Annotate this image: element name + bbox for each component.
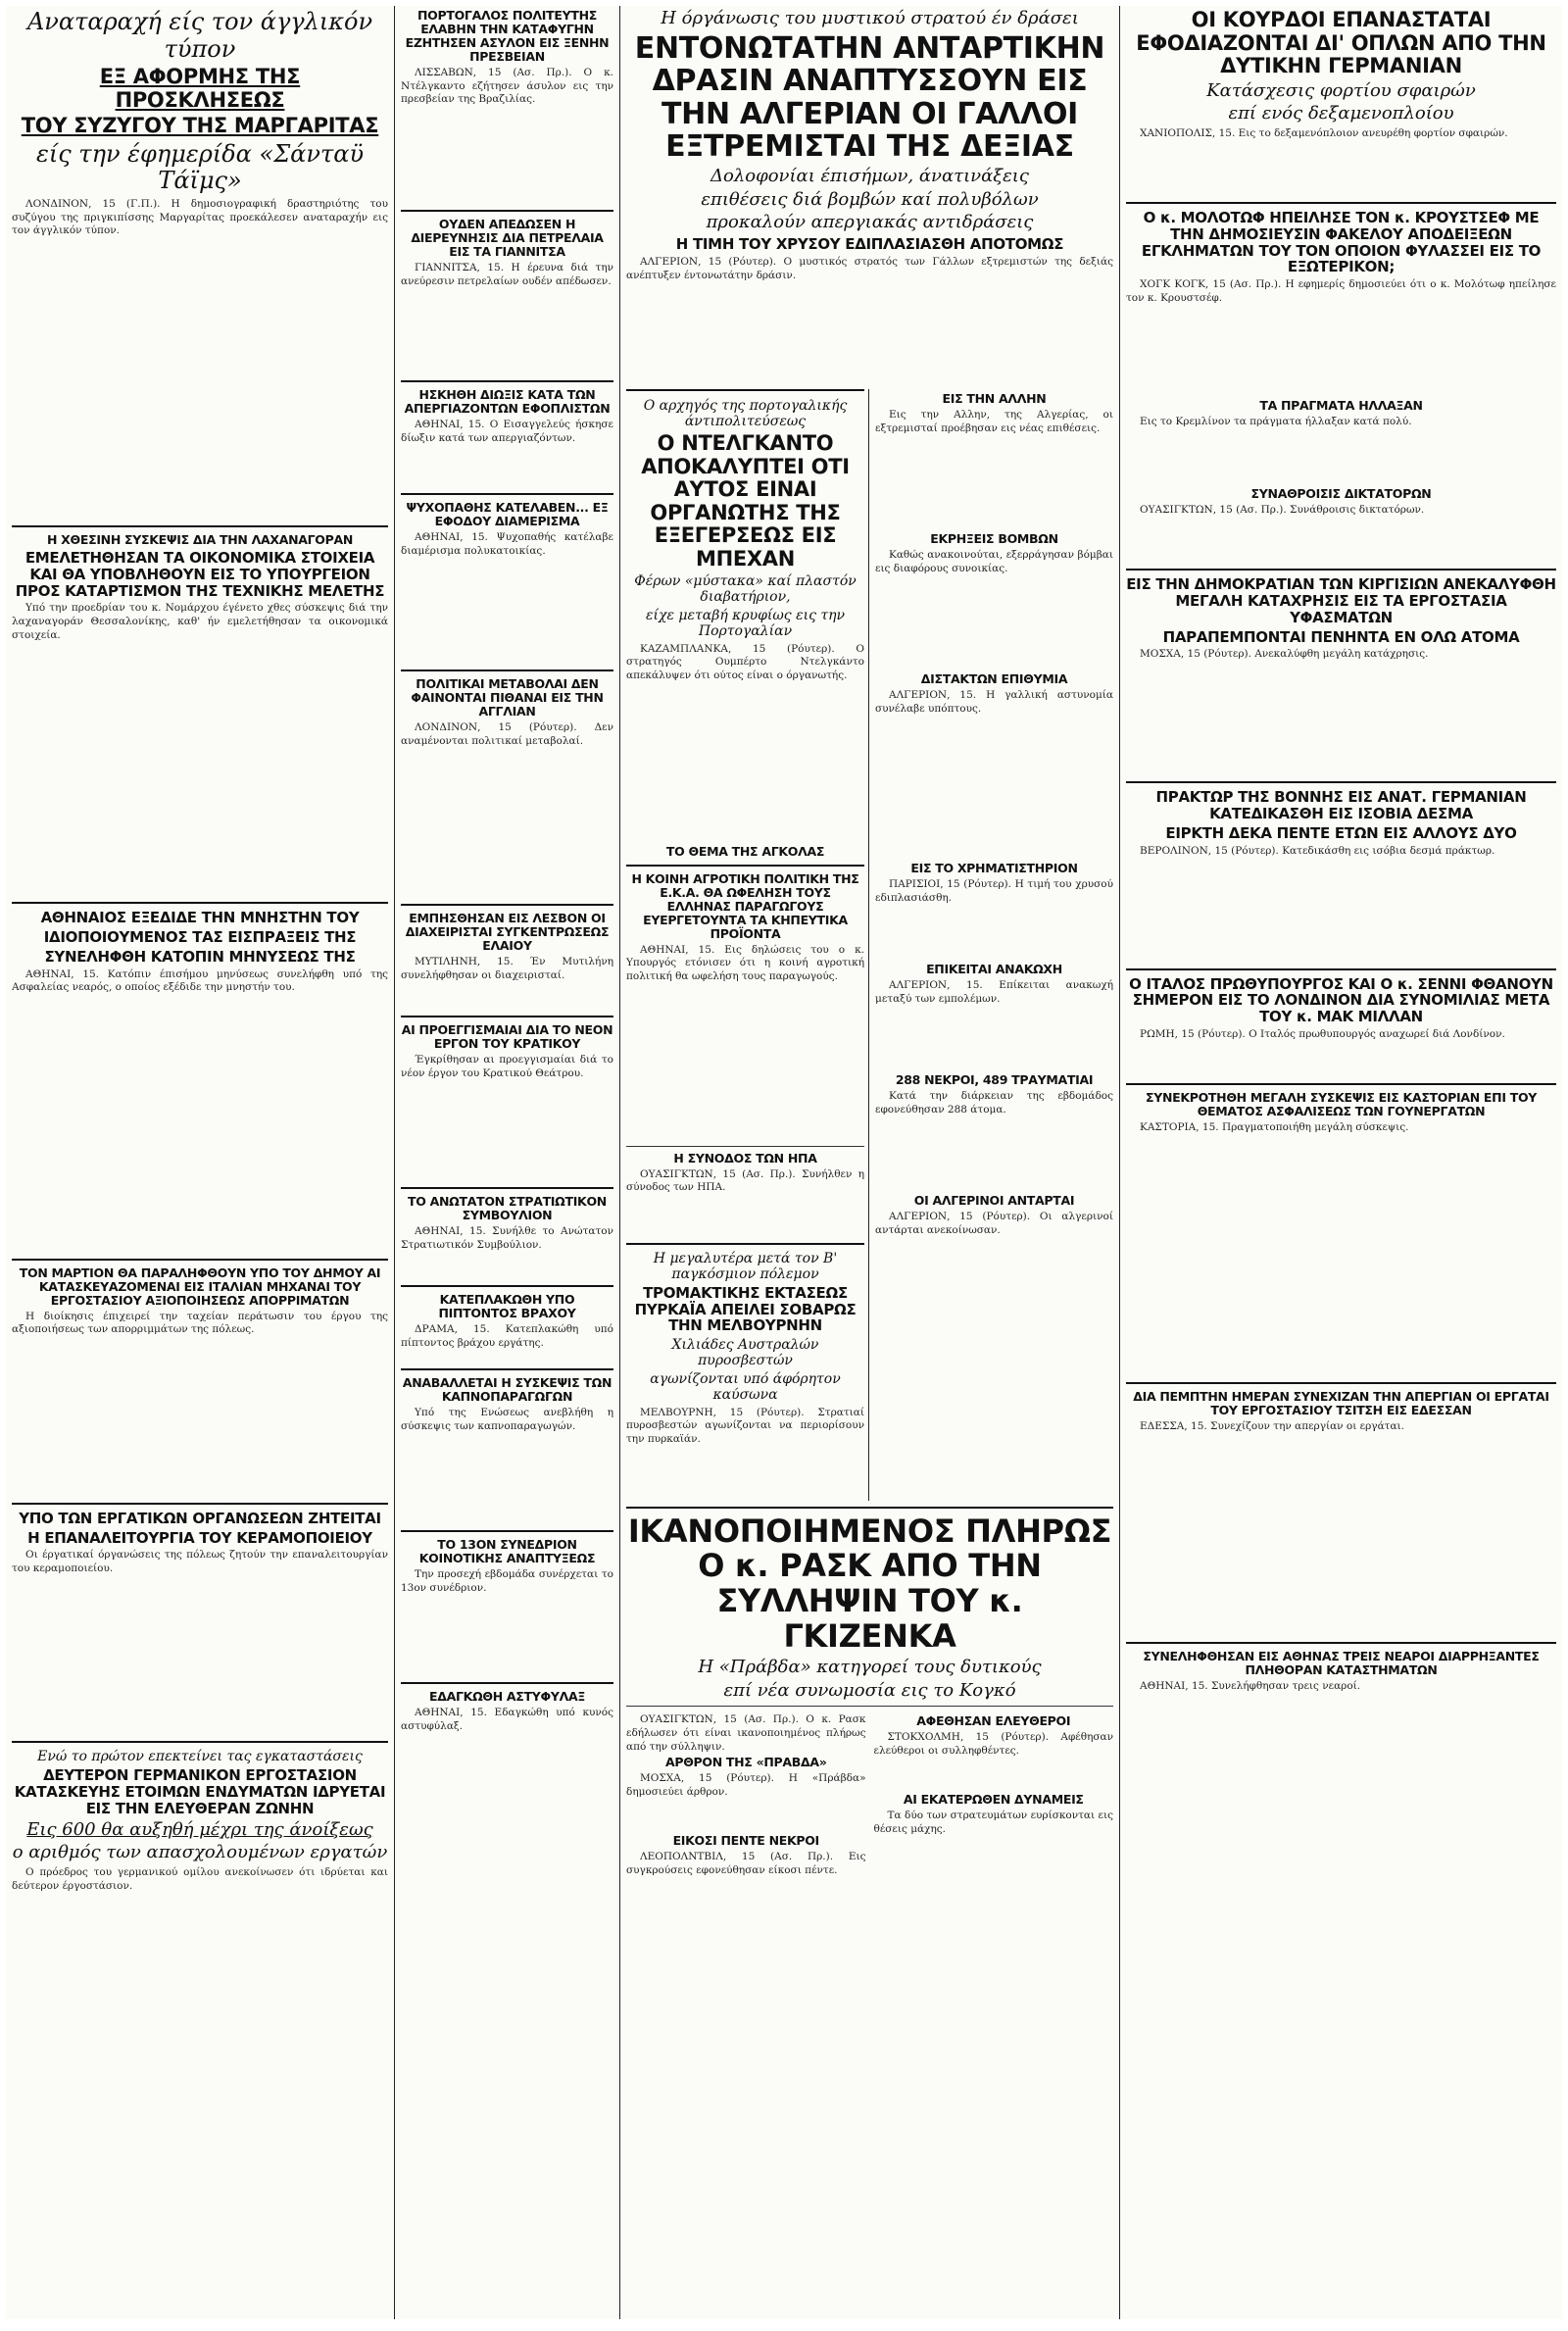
- article-body: Εις το Κρεμλίνον τα πράγματα ήλλαξαν κατά πολύ.: [1140, 416, 1412, 428]
- article-ceramics-factory: [12, 1511, 388, 1736]
- article-rusk: [626, 1514, 1113, 1880]
- article-headline: ΨΥΧΟΠΑΘΗΣ ΚΑΤΕΛΑΒΕΝ... ΕΞ ΕΦΟΔΟΥ ΔΙΑΜΕΡΙΣΜΑ: [406, 500, 609, 528]
- article-subheadline: είχε μεταβή κρυφίως εις την Πορτογαλίαν: [645, 608, 846, 640]
- article-body: ΜΟΣΧΑ, 15 (Ρόυτερ). Ανεκαλύφθη μεγάλη κατάχρησις.: [1140, 648, 1429, 661]
- article-headline: ΔΙΑ ΠΕΜΠΤΗΝ ΗΜΕΡΑΝ ΣΥΝΕΧΙΖΑΝ ΤΗΝ ΑΠΕΡΓΙΑΝ ΟΙ ΕΡΓΑΤΑΙ ΤΟΥ ΕΡΓΟΣΤΑΣΙΟΥ ΤΣΙΤΣΗ ΕΙΣ ΕΔΕΣΣΑΝ: [1133, 1389, 1549, 1418]
- article-kicker: ΤΟ ΘΕΜΑ ΤΗΣ ΑΓΚΟΛΑΣ: [665, 843, 825, 859]
- article-headline: ΟΥΔΕΝ ΑΠΕΔΩΣΕΝ Η ΔΙΕΡΕΥΝΗΣΙΣ ΔΙΑ ΠΕΤΡΕΛΑΙΑ ΕΙΣ ΤΑ ΓΙΑΝΝΙΤΣΑ: [411, 217, 604, 259]
- article-state-theatre: [401, 1023, 613, 1181]
- article-body: ΛΙΣΣΑΒΩΝ, 15 (Ασ. Πρ.). Ο κ. Ντέλγκαντο εζήτησεν άσυλον εις την πρεσβείαν της Βραζιλίας.: [401, 67, 613, 106]
- divider: [401, 1368, 613, 1370]
- article-headline: ΕΚΡΗΞΕΙΣ ΒΟΜΒΩΝ: [930, 530, 1058, 546]
- divider: [626, 865, 864, 867]
- divider: [626, 1706, 1113, 1707]
- column-4: [869, 389, 1113, 1501]
- article-headline: Η ΣΥΝΟΔΟΣ ΤΩΝ ΗΠΑ: [673, 1150, 817, 1166]
- article-portuguese-politician: [401, 9, 613, 204]
- article-body: ΑΛΓΕΡΙΟΝ, 15 (Ρόυτερ). Οι αλγερινοί αντάρται ανεκοίνωσαν.: [875, 1210, 1113, 1236]
- article-headline: ΕΜΠΗΣΘΗΣΑΝ ΕΙΣ ΛΕΣΒΟΝ ΟΙ ΔΙΑΧΕΙΡΙΣΤΑΙ ΣΥΓΚΕΝΤΡΩΣΕΩΣ ΕΛΑΙΟΥ: [405, 911, 610, 953]
- article-body: ΔΡΑΜΑ, 15. Κατεπλακώθη υπό πίπτοντος βράχου εργάτης.: [401, 1323, 613, 1349]
- article-body: ΑΛΓΕΡΙΟΝ, 15. Επίκειται ανακωχή μεταξύ των εμπολέμων.: [875, 978, 1113, 1005]
- article-shipowners-strike: [401, 388, 613, 487]
- article-body: ΑΘΗΝΑΙ, 15. Συνελήφθησαν τρεις νεαροί.: [1140, 1680, 1361, 1693]
- article-british-press: [12, 9, 388, 520]
- divider: [626, 1507, 1113, 1509]
- article-body: ΡΩΜΗ, 15 (Ρόυτερ). Ο Ιταλός πρωθυπουργός αναχωρεί διά Λονδίνον.: [1140, 1028, 1505, 1041]
- divider: [401, 380, 613, 382]
- divider: [401, 493, 613, 495]
- article-headline: ΥΠΟ ΤΩΝ ΕΡΓΑΤΙΚΩΝ ΟΡΓΑΝΩΣΕΩΝ ΖΗΤΕΙΤΑΙ: [19, 1509, 381, 1527]
- divider: [12, 1741, 388, 1743]
- article-body: ΒΕΡΟΛΙΝΟΝ, 15 (Ρόυτερ). Κατεδικάσθη εις ισόβια δεσμά πράκτωρ.: [1140, 844, 1495, 857]
- article-body: ΛΕΟΠΟΛΝΤΒΙΛ, 15 (Ασ. Πρ.). Εις συγκρούσεις εφονεύθησαν είκοσι πέντε.: [626, 1851, 866, 1876]
- article-body: ΠΑΡΙΣΙΟΙ, 15 (Ρόυτερ). Η τιμή του χρυσού εδιπλασιάσθη.: [875, 877, 1113, 904]
- article-body: ΧΟΓΚ ΚΟΓΚ, 15 (Ασ. Πρ.). Η εφημερίς δημοσιεύει ότι ο κ. Μολότωφ ηπείλησε τον κ. Κρουστσέφ.: [1126, 278, 1556, 304]
- article-body: ΑΘΗΝΑΙ, 15. Συνήλθε το Ανώτατον Στρατιωτικόν Συμβούλιον.: [401, 1225, 613, 1251]
- article-casualties: [875, 1073, 1113, 1188]
- article-body: Υπό της Ενώσεως ανεβλήθη η σύσκεψις των καπνοπαραγωγών.: [401, 1407, 613, 1432]
- column-2: [395, 6, 619, 1739]
- centre-columns: [626, 389, 1113, 1501]
- divider: [1126, 1642, 1556, 1644]
- article-headline: ΕΙΣ ΤΗΝ ΔΗΜΟΚΡΑΤΙΑΝ ΤΩΝ ΚΙΡΓΙΣΙΩΝ ΑΝΕΚΑΛΥΦΘΗ ΜΕΓΑΛΗ ΚΑΤΑΧΡΗΣΙΣ ΕΙΣ ΤΑ ΕΡΓΟΣΤΑΣΙΑ ΥΦΑΣΜΑΤΩΝ: [1126, 575, 1556, 626]
- article-headline: ΑΦΕΘΗΣΑΝ ΕΛΕΥΘΕΡΟΙ: [916, 1713, 1071, 1729]
- divider: [626, 1146, 864, 1147]
- article-subheadline: ΙΔΙΟΠΟΙΟΥΜΕΝΟΣ ΤΑΣ ΕΙΣΠΡΑΞΕΙΣ ΤΗΣ: [43, 928, 357, 947]
- article-headline: ΣΥΝΕΛΗΦΘΗΣΑΝ ΕΙΣ ΑΘΗΝΑΣ ΤΡΕΙΣ ΝΕΑΡΟΙ ΔΙΑΡΡΗΞΑΝΤΕΣ ΠΛΗΘΟΡΑΝ ΚΑΤΑΣΤΗΜΑΤΩΝ: [1143, 1649, 1540, 1678]
- newspaper-page: [6, 6, 1562, 2319]
- article-tobacco-meeting: [401, 1376, 613, 1524]
- article-headline: ΙΚΑΝΟΠΟΙΗΜΕΝΟΣ ΠΛΗΡΩΣ Ο κ. ΡΑΣΚ ΑΠΟ ΤΗΝ ΣΥΛΛΗΨΙΝ ΤΟΥ κ. ΓΚΙΖΕΝΚΑ: [627, 1512, 1112, 1656]
- article-athenian-fiance: [12, 910, 388, 1252]
- article-britain-politics: [401, 677, 613, 898]
- article-body: Τα δύο των στρατευμάτων ευρίσκονται εις θέσεις μάχης.: [873, 1810, 1113, 1835]
- article-algeria: [626, 9, 1113, 383]
- article-body: ΟΥΑΣΙΓΚΤΩΝ, 15 (Ασ. Πρ.). Συνάθροισις δικτατόρων.: [1140, 504, 1425, 517]
- article-subheadline: Εις 600 θα αυξηθή μέχρι της άνοίξεως: [26, 1818, 373, 1840]
- article-headline: ΠΟΛΙΤΙΚΑΙ ΜΕΤΑΒΟΛΑΙ ΔΕΝ ΦΑΙΝΟΝΤΑΙ ΠΙΘΑΝΑΙ ΕΙΣ ΤΗΝ ΑΓΓΛΙΑΝ: [411, 676, 604, 719]
- rusk-col-1: [626, 1711, 866, 1879]
- article-body: ΟΥΑΣΙΓΚΤΩΝ, 15 (Ασ. Πρ.). Συνήλθεν η σύνοδος των ΗΠΑ.: [626, 1167, 864, 1194]
- article-edessa-strike: [1126, 1390, 1556, 1636]
- article-body: Εις την Αλλην, της Αλγερίας, οι εξτρεμισταί προέβησαν εις νέας επιθέσεις.: [875, 408, 1113, 434]
- article-body: Υπό την προεδρίαν του κ. Νομάρχου έγένετο χθες σύσκεψις διά την λαχαναγοράν Θεσσαλονίκης, καθ' ήν εμελετήθησαν τα οικονομικά στοιχεία.: [12, 602, 388, 641]
- article-apartment: [401, 501, 613, 664]
- article-body: ΑΘΗΝΑΙ, 15. Εις δηλώσεις του ο κ. Υπουργός ετόνισεν ότι η κοινή αγροτική πολιτική θα ωφελήση τους παραγωγούς.: [626, 943, 864, 982]
- article-headline: ΕΙΣ ΤΗΝ ΑΛΛΗΝ: [942, 390, 1047, 406]
- article-subheadline: Χιλιάδες Αυστραλών πυροσβεστών: [671, 1337, 819, 1369]
- rusk-col-2: [874, 1711, 1114, 1879]
- article-lesvos-oil: [401, 912, 613, 1010]
- article-body: ΑΘΗΝΑΙ, 15. Εδαγκώθη υπό κυνός αστυφύλαξ.: [401, 1707, 613, 1732]
- article-body: ΚΑΣΤΟΡΙΑ, 15. Πραγματοποιήθη μεγάλη σύσκεψις.: [1140, 1121, 1409, 1134]
- article-subheadline: ΤΑ ΠΡΑΓΜΑΤΑ ΗΛΛΑΞΑΝ: [1259, 398, 1423, 414]
- article-stock-exchange: [875, 862, 1113, 957]
- article-headline: ΑΘΗΝΑΙΟΣ ΕΞΕΔΙΔΕ ΤΗΝ ΜΝΗΣΤΗΝ ΤΟΥ: [40, 909, 360, 927]
- article-italian-pm: [1126, 976, 1556, 1077]
- article-body: ΜΟΣΧΑ, 15 (Ρόυτερ). Η «Πράβδα» δημοσιεύει άρθρον.: [626, 1772, 866, 1798]
- centre-block: [620, 6, 1119, 1886]
- article-community-congress: [401, 1538, 613, 1676]
- article-headline: ΠΟΡΤΟΓΑΛΟΣ ΠΟΛΙΤΕΥΤΗΣ ΕΛΑΒΗΝ ΤΗΝ ΚΑΤΑΦΥΓΗΝ ΕΖΗΤΗΣΕΝ ΑΣΥΛΟΝ ΕΙΣ ΞΕΝΗΝ ΠΡΕΣΒΕΙΑΝ: [405, 8, 610, 64]
- article-kastoria: [1126, 1091, 1556, 1376]
- article-subheadline: Η ΤΙΜΗ ΤΟΥ ΧΡΥΣΟΥ ΕΔΙΠΛΑΣΙΑΣΘΗ ΑΠΟΤΟΜΩΣ: [675, 235, 1064, 254]
- article-molotov: [1126, 210, 1556, 563]
- article-headline: ΑΙ ΠΡΟΕΓΓΙΣΜΑΙΑΙ ΔΙΑ ΤΟ ΝΕΟΝ ΕΡΓΟΝ ΤΟΥ ΚΡΑΤΙΚΟΥ: [401, 1022, 613, 1051]
- article-body: ΜΕΛΒΟΥΡΝΗ, 15 (Ρόυτερ). Στρατιαί πυροσβεστών αγωνίζονται να περιορίσουν την πυρκαϊάν.: [626, 1406, 864, 1445]
- divider: [1126, 1083, 1556, 1085]
- article-subheadline: ο αριθμός των απασχολουμένων εργατών: [12, 1842, 388, 1863]
- article-allen: [875, 392, 1113, 526]
- article-kyrgyz: [1126, 576, 1556, 775]
- divider: [401, 210, 613, 212]
- article-subheadline: προκαλούν απεργιακάς αντιδράσεις: [706, 212, 1034, 233]
- article-hesitant-wish: [875, 672, 1113, 856]
- article-military-council: [401, 1195, 613, 1279]
- article-bonn-agent: [1126, 789, 1556, 962]
- divider: [401, 1682, 613, 1684]
- article-subheadline: Φέρων «μύστακα» καί πλαστόν διαβατήριον,: [634, 573, 857, 606]
- article-subheadline: ΕΙΡΚΤΗ ΔΕΚΑ ΠΕΝΤΕ ΕΤΩΝ ΕΙΣ ΑΛΛΟΥΣ ΔΥΟ: [1165, 823, 1517, 842]
- article-vegetable-market: [12, 533, 388, 896]
- article-truce: [875, 963, 1113, 1067]
- article-headline: ΑΙ ΕΚΑΤΕΡΩΘΕΝ ΔΥΝΑΜΕΙΣ: [903, 1792, 1084, 1808]
- article-delgado: [626, 389, 864, 839]
- article-body: ΣΤΟΚΧΟΛΜΗ, 15 (Ρόυτερ). Αφέθησαν ελεύθεροι οι συλληφθέντες.: [873, 1731, 1113, 1757]
- divider: [1126, 202, 1556, 204]
- divider: [401, 1016, 613, 1017]
- divider: [1126, 781, 1556, 783]
- article-melbourne: [626, 1251, 864, 1495]
- article-kicker: Ενώ το πρώτον επεκτείνει τας εγκαταστάσεις: [37, 1749, 363, 1765]
- article-headline: Αναταραχή είς τον άγγλικόν τύπον: [26, 8, 373, 63]
- column-3: [626, 389, 869, 1501]
- article-headline: ΕΠΙΚΕΙΤΑΙ ΑΝΑΚΩΧΗ: [926, 961, 1062, 976]
- divider: [1126, 968, 1556, 970]
- column-5: [1120, 6, 1562, 1700]
- article-german-factory: [12, 1749, 388, 1893]
- article-headline: ΚΑΤΕΠΛΑΚΩΘΗ ΥΠΟ ΠΙΠΤΟΝΤΟΣ ΒΡΑΧΟΥ: [438, 1292, 576, 1320]
- divider: [626, 1243, 864, 1245]
- article-headline: 288 ΝΕΚΡΟΙ, 489 ΤΡΑΥΜΑΤΙΑΙ: [895, 1071, 1094, 1087]
- article-policeman-bitten: [401, 1690, 613, 1733]
- divider: [1126, 1382, 1556, 1384]
- article-algerian-rebels: [875, 1194, 1113, 1279]
- article-us-session: [626, 1152, 864, 1237]
- article-headline: ΤΟ 13ΟΝ ΣΥΝΕΔΡΙΟΝ ΚΟΙΝΟΤΙΚΗΣ ΑΝΑΠΤΥΞΕΩΣ: [418, 1537, 596, 1565]
- article-headline: ΤΟΝ ΜΑΡΤΙΟΝ ΘΑ ΠΑΡΑΛΗΦΘΟΥΝ ΥΠΟ ΤΟΥ ΔΗΜΟΥ ΑΙ ΚΑΤΑΣΚΕΥΑΖΟΜΕΝΑΙ ΕΙΣ ΙΤΑΛΙΑΝ ΜΗΧΑΝΑΙ ΤΟΥ ΕΡΓΟΣΤΑΣΙΟΥ ΑΞΙΟΠΟΙΗΣΕΩΣ ΑΠΟΡΡΙΜΑΤΩΝ: [19, 1265, 381, 1308]
- article-body: Την προσεχή εβδομάδα συνέρχεται το 13ον συνέδριον.: [401, 1568, 613, 1594]
- article-headline: Η ΚΟΙΝΗ ΑΓΡΟΤΙΚΗ ΠΟΛΙΤΙΚΗ ΤΗΣ Ε.Κ.Α. ΘΑ ΩΦΕΛΗΣΗ ΤΟΥΣ ΕΛΛΗΝΑΣ ΠΑΡΑΓΩΓΟΥΣ ΕΥΕΡΓΕΤΟΥΝΤΑ ΤΑ ΚΗΠΕΥΤΙΚΑ ΠΡΟΪΟΝΤΑ: [631, 870, 859, 941]
- article-waste-factory: [12, 1266, 388, 1497]
- article-subheadline: επιθέσεις διά βομβών καί πολυβόλων: [701, 188, 1039, 210]
- article-subheadline: ΣΥΝΕΛΗΦΘΗ ΚΑΤΟΠΙΝ ΜΗΝΥΣΕΩΣ ΤΗΣ: [44, 947, 356, 966]
- article-headline: ΕΙΚΟΣΙ ΠΕΝΤΕ ΝΕΚΡΟΙ: [672, 1833, 819, 1849]
- article-body: Καθώς ανακοινούται, εξερράγησαν βόμβαι εις διαφόρους συνοικίας.: [875, 548, 1113, 574]
- divider: [12, 525, 388, 527]
- article-body: ΧΑΝΙΟΠΟΛΙΣ, 15. Εις το δεξαμενόπλοιον ανευρέθη φορτίον σφαιρών.: [1140, 126, 1508, 139]
- article-body: ΑΘΗΝΑΙ, 15. Ψυχοπαθής κατέλαβε διαμέρισμα πολυκατοικίας.: [401, 531, 613, 557]
- article-headline: ΠΡΑΚΤΩΡ ΤΗΣ ΒΟΝΝΗΣ ΕΙΣ ΑΝΑΤ. ΓΕΡΜΑΝΙΑΝ ΚΑΤΕΔΙΚΑΣΘΗ ΕΙΣ ΙΣΟΒΙΑ ΔΕΣΜΑ: [1155, 788, 1527, 823]
- article-subheadline: Η «Πράβδα» κατηγορεί τους δυτικούς: [698, 1656, 1042, 1677]
- article-kicker: Η όργάνωσις του μυστικού στρατού έν δράσει: [661, 8, 1079, 28]
- article-kicker: Η μεγαλυτέρα μετά τον Β' παγκόσμιον πόλεμον: [653, 1250, 838, 1282]
- article-subheadline: επί νέα συνωμοσία εις το Κογκό: [723, 1679, 1016, 1701]
- article-headline: ΟΙ ΑΛΓΕΡΙΝΟΙ ΑΝΤΑΡΤΑΙ: [913, 1192, 1075, 1208]
- article-body: ΕΔΕΣΣΑ, 15. Συνεχίζουν την απεργίαν οι εργάται.: [1140, 1420, 1405, 1433]
- article-body: ΛΟΝΔΙΝΟΝ, 15 (Γ.Π.). Η δημοσιογραφική δραστηριότης του συζύγου της πριγκιπίσσης Μαργαρίτας προεκάλεσεν αναταραχήν εις τον άγγλικόν τύπον.: [12, 197, 388, 237]
- article-subheadline: ΕΜΕΛΕΤΗΘΗΣΑΝ ΤΑ ΟΙΚΟΝΟΜΙΚΑ ΣΤΟΙΧΕΙΑ ΚΑΙ ΘΑ ΥΠΟΒΛΗΘΟΥΝ ΕΙΣ ΤΟ ΥΠΟΥΡΓΕΙΟΝ ΠΡΟΣ ΚΑΤΑΡΤΙΣΜΟΝ ΤΗΣ ΤΕΧΝΙΚΗΣ ΜΕΛΕΤΗΣ: [15, 548, 385, 600]
- article-headline: Ο κ. ΜΟΛΟΤΩΦ ΗΠΕΙΛΗΣΕ ΤΟΝ κ. ΚΡΟΥΣΤΣΕΦ ΜΕ ΤΗΝ ΔΗΜΟΣΙΕΥΣΙΝ ΦΑΚΕΛΟΥ ΑΠΟΔΕΙΞΕΩΝ ΕΓΚΛΗΜΑΤΩΝ ΤΟΥ ΤΟΝ ΟΠΟΙΟΝ ΦΥΛΑΣΣΕΙ ΕΙΣ ΤΟ ΕΞΩΤΕΡΙΚΟΝ;: [1141, 208, 1542, 276]
- article-body: Οι έργατικαί όργανώσεις της πόλεως ζητούν την επαναλειτουργίαν του κεραμοποιείου.: [12, 1549, 388, 1574]
- rusk-columns: [626, 1711, 1113, 1879]
- article-body: ΑΘΗΝΑΙ, 15. Ο Εισαγγελεύς ήσκησε δίωξιν κατά των απεργιαζόντων.: [401, 419, 613, 444]
- article-headline: ΕΙΣ ΤΟ ΧΡΗΜΑΤΙΣΤΗΡΙΟΝ: [910, 860, 1078, 875]
- divider: [12, 1259, 388, 1261]
- article-headline: ΑΝΑΒΑΛΛΕΤΑΙ Η ΣΥΣΚΕΨΙΣ ΤΩΝ ΚΑΠΝΟΠΑΡΑΓΩΓΩΝ: [402, 1375, 612, 1404]
- article-headline: ΤΟ ΑΝΩΤΑΤΟΝ ΣΤΡΑΤΙΩΤΙΚΟΝ ΣΥΜΒΟΥΛΙΟΝ: [408, 1194, 607, 1222]
- article-headline: ΑΡΘΡΟΝ ΤΗΣ «ΠΡΑΒΔΑ»: [664, 1755, 827, 1770]
- article-headline: ΤΡΟΜΑΚΤΙΚΗΣ ΕΚΤΑΣΕΩΣ ΠΥΡΚΑΪΑ ΑΠΕΙΛΕΙ ΣΟΒΑΡΩΣ ΤΗΝ ΜΕΛΒΟΥΡΝΗΝ: [634, 1283, 857, 1335]
- article-subheadline: ΣΥΝΑΘΡΟΙΣΙΣ ΔΙΚΤΑΤΟΡΩΝ: [1250, 486, 1432, 502]
- article-body: Ο πρόεδρος του γερμανικού ομίλου ανεκοίνωσεν ότι ιδρύεται και δεύτερον έργοστάσιον.: [12, 1866, 388, 1892]
- divider: [12, 902, 388, 904]
- article-kurds: [1126, 9, 1556, 196]
- column-1: [6, 6, 394, 1899]
- article-body: ΓΙΑΝΝΙΤΣΑ, 15. Η έρευνα διά την ανεύρεσιν πετρελαίων ουδέν απέδωσεν.: [401, 262, 613, 287]
- article-headline: ΔΕΥΤΕΡΟΝ ΓΕΡΜΑΝΙΚΟΝ ΕΡΓΟΣΤΑΣΙΟΝ ΚΑΤΑΣΚΕΥΗΣ ΕΤΟΙΜΩΝ ΕΝΔΥΜΑΤΩΝ ΙΔΡΥΕΤΑΙ ΕΙΣ ΤΗΝ ΕΛΕΥΘΕΡΑΝ ΖΩΝΗΝ: [14, 1766, 386, 1817]
- article-headline: ΕΔΑΓΚΩΘΗ ΑΣΤΥΦΥΛΑΞ: [429, 1689, 585, 1704]
- divider: [401, 1530, 613, 1532]
- article-body: Κατά την διάρκειαν της εβδομάδος εφονεύθησαν 288 άτομα.: [875, 1089, 1113, 1116]
- article-headline: Η ΧΘΕΣΙΝΗ ΣΥΣΚΕΨΙΣ ΔΙΑ ΤΗΝ ΛΑΧΑΝΑΓΟΡΑΝ: [46, 531, 354, 547]
- article-headline: Ο ΙΤΑΛΟΣ ΠΡΩΘΥΠΟΥΡΓΟΣ ΚΑΙ Ο κ. ΣΕΝΝΙ ΦΘΑΝΟΥΝ ΣΗΜΕΡΟΝ ΕΙΣ ΤΟ ΛΟΝΔΙΝΟΝ ΔΙΑ ΣΥΝΟΜΙΛΙΑΣ ΜΕΤΑ ΤΟΥ κ. ΜΑΚ ΜΙΛΛΑΝ: [1129, 974, 1553, 1026]
- divider: [12, 1503, 388, 1505]
- article-body: Έγκρίθησαν αι προεγγισμαίαι διά το νέον έργον του Κρατικού Θεάτρου.: [401, 1054, 613, 1079]
- article-headline: ΣΥΝΕΚΡΟΤΗΘΗ ΜΕΓΑΛΗ ΣΥΣΚΕΨΙΣ ΕΙΣ ΚΑΣΤΟΡΙΑΝ ΕΠΙ ΤΟΥ ΘΕΜΑΤΟΣ ΑΣΦΑΛΙΣΕΩΣ ΤΩΝ ΓΟΥΝΕΡΓΑΤΩΝ: [1145, 1090, 1538, 1119]
- article-bomb-blasts: [875, 532, 1113, 667]
- article-subheadline: είς την έφημερίδα «Σάνταϋ Τάϊμς»: [35, 139, 365, 195]
- divider: [1126, 569, 1556, 570]
- article-subheadline: αγωνίζονται υπό άφόρητον καύσωνα: [650, 1371, 841, 1404]
- article-subheadline: επί ενός δεξαμενοπλοίου: [1228, 103, 1454, 124]
- article-body: Η διοίκησις έπιχειρεί την ταχείαν περάτωσιν του έργου της αξιοποιήσεως των απορριμμάτων της πόλεως.: [12, 1310, 388, 1336]
- article-agriculture: [626, 845, 864, 1140]
- article-body: ΑΛΓΕΡΙΟΝ, 15. Η γαλλική αστυνομία συνέλαβε υπόπτους.: [875, 688, 1113, 715]
- article-body: ΜΥΤΙΛΗΝΗ, 15. Έν Μυτιλήνη συνελήφθησαν οι διαχειρισταί.: [401, 956, 613, 981]
- article-headline: ΟΙ ΚΟΥΡΔΟΙ ΕΠΑΝΑΣΤΑΤΑΙ ΕΦΟΔΙΑΖΟΝΤΑΙ ΔΙ' ΟΠΛΩΝ ΑΠΟ ΤΗΝ ΔΥΤΙΚΗΝ ΓΕΡΜΑΝΙΑΝ: [1136, 8, 1546, 78]
- article-headline: ΔΙΣΤΑΚΤΩΝ ΕΠΙΘΥΜΙΑ: [920, 670, 1068, 686]
- article-body: ΚΑΖΑΜΠΛΑΝΚΑ, 15 (Ρόυτερ). Ο στρατηγός Ουμπέρτο Ντελγκάντο απεκάλυψεν ότι ούτος είναι ο όργανωτής.: [626, 642, 864, 681]
- divider: [401, 904, 613, 906]
- article-burglars: [1126, 1650, 1556, 1694]
- article-body: ΑΘΗΝΑΙ, 15. Κατόπιν έπισήμου μηνύσεως συνελήφθη υπό της Ασφαλείας νεαρός, ο οποίος εξέδιδε την μνηστήν του.: [12, 967, 388, 994]
- article-subheadline: ΕΞ ΑΦΟΡΜΗΣ ΤΗΣ ΠΡΟΣΚΛΗΣΕΩΣ: [99, 65, 301, 112]
- divider: [401, 1187, 613, 1189]
- divider: [401, 670, 613, 671]
- main-headline: ΕΝΤΟΝΩΤΑΤΗΝ ΑΝΤΑΡΤΙΚΗΝ ΔΡΑΣΙΝ ΑΝΑΠΤΥΣΣΟΥΝ ΕΙΣ ΤΗΝ ΑΛΓΕΡΙΑΝ ΟΙ ΓΑΛΛΟΙ ΕΞΤΡΕΜΙΣΤΑΙ ΤΗΣ ΔΕΞΙΑΣ: [634, 30, 1105, 165]
- article-subheadline: Δολοφονίαι έπισήμων, άνατινάξεις: [710, 166, 1029, 187]
- article-kicker: Ο αρχηγός της πορτογαλικής άντιπολιτεύσεως: [643, 397, 848, 430]
- article-oil-search: [401, 218, 613, 374]
- article-headline: Ο ΝΤΕΛΓΚΑΝΤΟ ΑΠΟΚΑΛΥΠΤΕΙ ΟΤΙ ΑΥΤΟΣ ΕΙΝΑΙ ΟΡΓΑΝΩΤΗΣ ΤΗΣ ΕΞΕΓΕΡΣΕΩΣ ΕΙΣ ΜΠΕΧΑΝ: [641, 431, 850, 570]
- divider: [401, 1285, 613, 1287]
- article-falling-rock: [401, 1293, 613, 1363]
- article-headline: ΗΣΚΗΘΗ ΔΙΩΞΙΣ ΚΑΤΑ ΤΩΝ ΑΠΕΡΓΙΑΖΟΝΤΩΝ ΕΦΟΠΛΙΣΤΩΝ: [404, 387, 611, 416]
- article-subheadline: Κατάσχεσις φορτίου σφαιρών: [1206, 79, 1476, 101]
- article-body: ΛΟΝΔΙΝΟΝ, 15 (Ρόυτερ). Δεν αναμένονται πολιτικαί μεταβολαί.: [401, 721, 613, 747]
- article-subheadline: Η ΕΠΑΝΑΛΕΙΤΟΥΡΓΙΑ ΤΟΥ ΚΕΡΑΜΟΠΟΙΕΙΟΥ: [27, 1528, 372, 1547]
- article-body: ΟΥΑΣΙΓΚΤΩΝ, 15 (Ασ. Πρ.). Ο κ. Ρασκ εδήλωσεν ότι είναι ικανοποιημένος πλήρως από την σύλληψιν.: [626, 1713, 866, 1753]
- article-subheadline: ΠΑΡΑΠΕΜΠΟΝΤΑΙ ΠΕΝΗΝΤΑ ΕΝ ΟΛΩ ΑΤΟΜΑ: [1162, 627, 1520, 646]
- article-subheadline: ΤΟΥ ΣΥΖΥΓΟΥ ΤΗΣ ΜΑΡΓΑΡΙΤΑΣ: [21, 114, 379, 138]
- article-body: ΑΛΓΕΡΙΟΝ, 15 (Ρόυτερ). Ο μυστικός στρατός των Γάλλων εξτρεμιστών της δεξιάς ανέπτυξεν έντονωτάτην δράσιν.: [626, 255, 1113, 281]
